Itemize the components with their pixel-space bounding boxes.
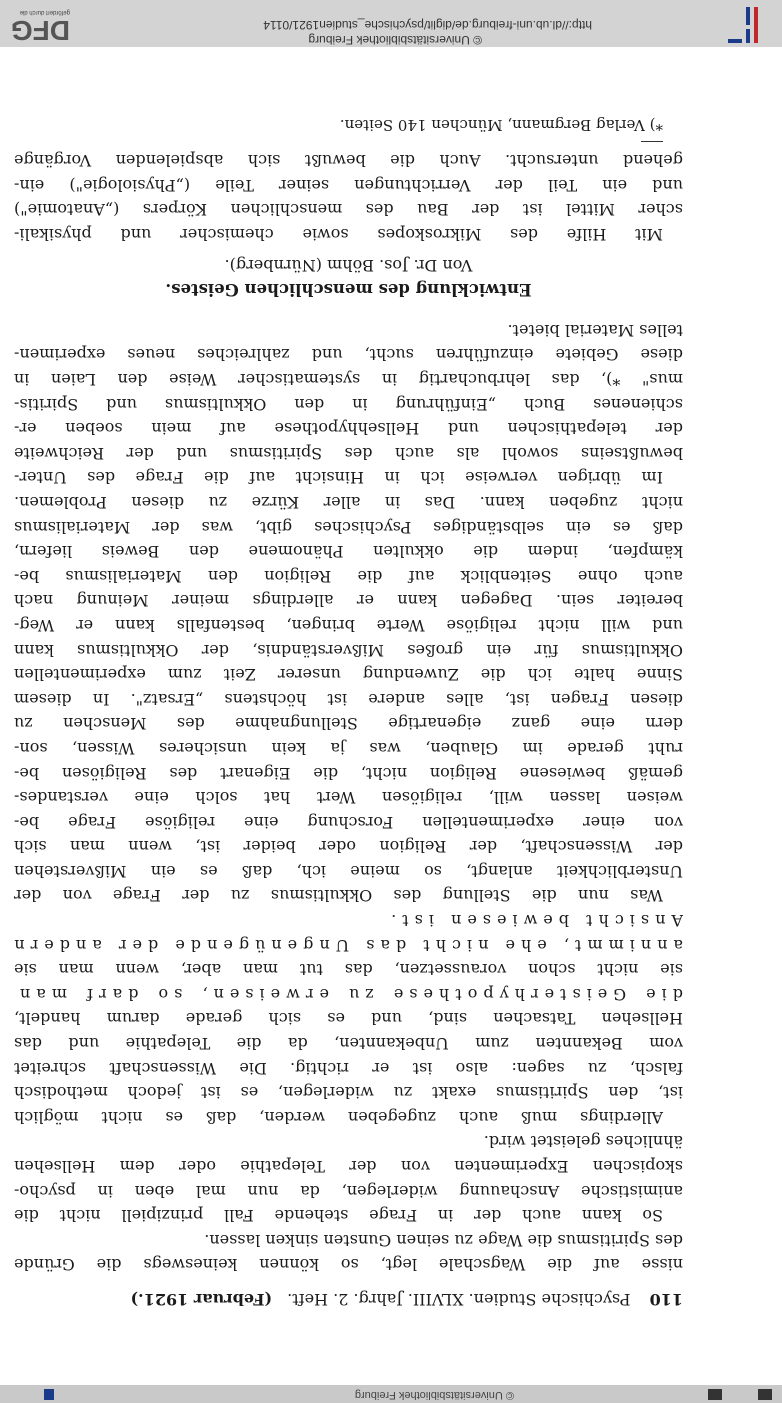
text-line: von einer experimentellen Forschung eine religiöse Frage be- [14, 812, 683, 832]
text-line: daß es ein selbständiges Psychisches gibt, was der Materialismus [14, 517, 683, 537]
text-line: diesen Fragen ist, alles andere ist höchstens „Ersatz". In diesem [14, 689, 683, 709]
text-line: schienenes Buch „Einführung in den Okkultismus und Spiritis- [14, 394, 683, 414]
text-line: Okkultismus für ein großes Mißverständnis, der Okkultismus kann [14, 640, 683, 660]
viewer-bottom-bar [0, 0, 782, 47]
text-line: des Spiritismus die Wage zu seinen Gunsten sinken lassen. [204, 1230, 683, 1250]
text-line: diese Gebiete einzuführen sucht, und zahlreiches neues experimen- [14, 345, 683, 365]
text-line: bewußtseins sowohl als auch des Spiritismus und der Reichweite [14, 443, 683, 463]
text-line: gemäß bewiesene Religion nicht, die Eigenart des Religiösen be- [14, 763, 683, 783]
viewer-top-bar [0, 1385, 782, 1403]
text-line: telles Material bietet. [507, 320, 683, 340]
text-line: ruht gerade im Glauben, was ja kein unsicheres Wissen, son- [14, 738, 683, 758]
text-line: der Wissenschaft, der Religion oder beider ist, wenn man sich [14, 837, 683, 857]
text-line: vom Bekannten zum Unbekannten, da die Telepathie und das [14, 1034, 683, 1054]
text-line: auch ohne Seitenblick auf die Religion den Materialismus be- [14, 566, 683, 586]
text-line: Sinne halte ich die Zuwendung unserer Zeit zum experimentellen [14, 665, 683, 685]
text-line: Unsterblichkeit anlangt, so meine ich, daß es ein Mißverstehen [14, 861, 683, 881]
toolbar-icon[interactable] [708, 1389, 722, 1400]
toolbar-icon[interactable] [44, 1389, 54, 1400]
text-line: kämpfen, indem die okkulten Phänomene den Beweis liefern, [14, 542, 683, 562]
text-line: ist, den Spiritismus exakt zu widerlegen, es ist jedoch methodisch [14, 1083, 683, 1103]
text-line: mus" *), das lehrbuchartig in systematischer Weise den Laien in [14, 370, 683, 390]
text-line: Was nun die Stellung des Okkultismus zu der Frage von der [14, 886, 663, 906]
footnote-rule [641, 141, 663, 142]
text-line: weisen lassen will, religiösen Wert hat solch eine verstandes- [14, 788, 683, 808]
dfg-caption: gefördert durch die [19, 9, 70, 15]
paragraph-4 [14, 489, 683, 907]
toolbar-icon[interactable] [758, 1389, 772, 1400]
article-author: Von Dr. Jos. Böhm (Nürnberg). [224, 255, 473, 275]
text-line: Allerdings muß auch zugegeben werden, daß es nicht möglich [14, 1107, 663, 1127]
text-line: Hellsehen Tatsachen sind, und es sich gerade darum handelt, [14, 1009, 683, 1029]
dfg-wordmark: DFG [10, 15, 70, 46]
institution-label: © Universitätsbibliothek Freiburg [308, 33, 482, 47]
text-line: gehend untersucht. Auch die bewußt sich abspielenden Vorgänge [14, 151, 683, 171]
text-line: der telepathischen und Hellsehhypothese auf mein soeben er- [14, 419, 683, 439]
running-head: Psychische Studien. XLVIII. Jahrg. 2. Heft. [287, 1290, 631, 1309]
paragraph-6 [14, 148, 683, 246]
text-line: sie nicht schon voraussetzen, das tut man aber, wenn man sie [14, 960, 683, 980]
institution-label: © Universitätsbibliothek Freiburg [354, 1389, 514, 1401]
paragraph-1 [14, 1227, 683, 1276]
text-line: scher Mittel ist der Bau des menschlichen Körpers („Anatomie") [14, 200, 683, 220]
text-line: nisse auf die Wagschale legt, so können keineswegs die Gründe [14, 1255, 683, 1275]
text-line: animistische Anschauung widerlegen, da nun mal eben in psycho- [14, 1181, 683, 1201]
text-line: annimmt, ehe nicht das Ungenügende der andern [8, 935, 683, 955]
text-line: Ansicht bewiesen ist. [385, 911, 683, 931]
paragraph-5 [14, 317, 683, 489]
text-line: bereiter sein. Dagegen kann er allerdings meiner Meinung nach [14, 591, 683, 611]
text-line: ähnliches geleistet wird. [483, 1132, 683, 1152]
text-line: und ein Teil der Verrichtungen seiner Teile („Physiologie") ein- [14, 175, 683, 195]
footnote: *) Verlag Bergmann, München 140 Seiten. [339, 115, 663, 134]
text-line: und will nicht religiöse Werte bringen, bestenfalls kann er Weg- [14, 615, 683, 635]
running-header [14, 1286, 683, 1311]
text-line: Mit Hilfe des Mikroskopes sowie chemischer und physikali- [14, 225, 663, 245]
text-line: So kann auch der in Frage stehende Fall prinzipiell nicht die [14, 1206, 663, 1226]
text-line: falsch, zu sagen: also ist er richtig. Die Wissenschaft schreitet [14, 1058, 683, 1078]
article-title: Entwicklung des menschlichen Geistes. [165, 280, 532, 300]
paragraph-2 [14, 1129, 683, 1227]
university-logo [722, 5, 764, 45]
text-line: Im übrigen verweise ich in Hinsicht auf die Frage des Unter- [14, 468, 663, 488]
page-text [8, 112, 683, 1311]
paragraph-3 [8, 908, 683, 1129]
issue-date: (Februar 1921.) [130, 1290, 273, 1309]
dfg-logo [6, 4, 70, 44]
text-line: skopischen Experimenten von der Telepathie oder dem Hellsehen [14, 1157, 683, 1177]
text-line: die Geisterhypothese zu erweisen, so darf man [14, 984, 683, 1004]
text-line: nicht zugeben kann. Das in aller Kürze zu diesen Problemen. [14, 493, 683, 512]
page-number: 110 [649, 1290, 683, 1309]
text-line: dern eine ganz eigenartige Stellungnahme des Menschen zu [14, 714, 683, 734]
permalink-url[interactable]: http://dl.ub.uni-freiburg.de/diglit/psychische_studien1921/0114 [263, 18, 592, 32]
